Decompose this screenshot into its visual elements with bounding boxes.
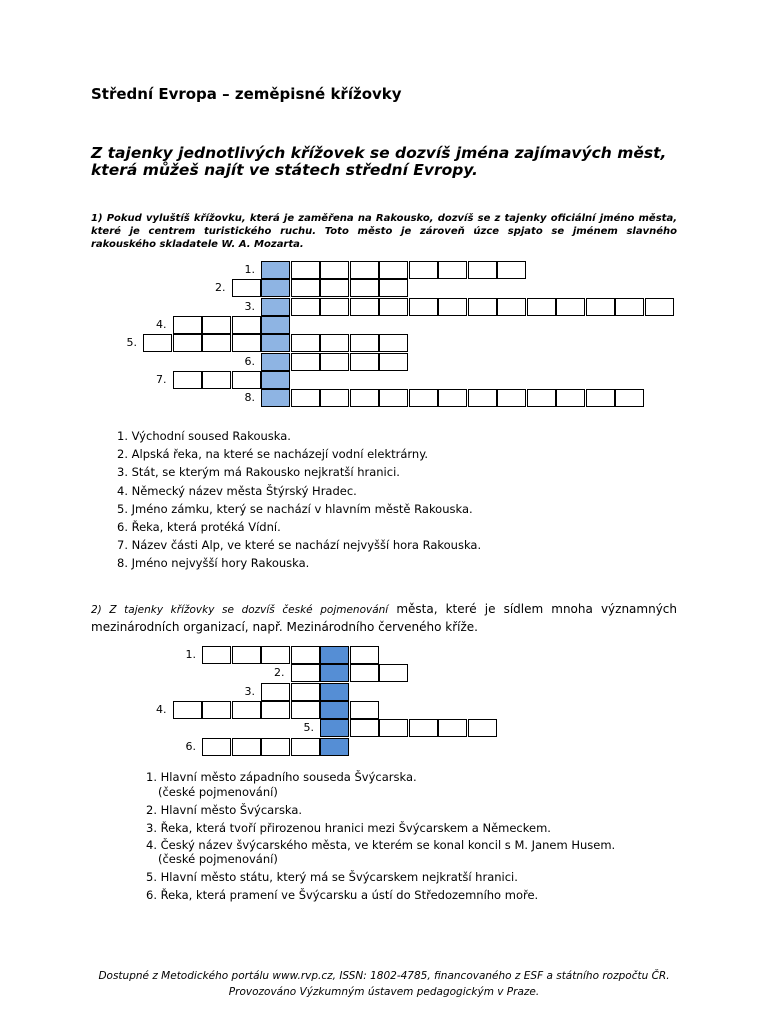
clue-subtext: (české pojmenování) [158, 785, 278, 799]
crossword-cell[interactable] [320, 261, 349, 279]
crossword-cell[interactable] [379, 719, 408, 737]
crossword1-intro: 1) Pokud vyluštíš křížovku, která je zaměřena na Rakousko, dozvíš se z tajenky oficiální jméno města, které je centrem turistického ruchu. Toto město je zároveň úzce spjato se jménem slavného rakouského skladatele W. A. Mozarta. [91, 213, 677, 250]
clue-text: 5. Hlavní město státu, který má se Švýcarskem nejkratší hranici. [146, 870, 518, 884]
crossword-cell[interactable] [586, 389, 615, 407]
crossword-cell[interactable] [645, 298, 674, 316]
clue-text: 3. Řeka, která tvoří přirozenou hranici mezi Švýcarskem a Německem. [146, 821, 551, 835]
row-number: 8. [244, 391, 255, 405]
solution-cell[interactable] [320, 738, 349, 756]
crossword-cell[interactable] [379, 353, 408, 371]
crossword-cell[interactable] [291, 683, 320, 701]
solution-cell[interactable] [320, 719, 349, 737]
crossword-cell[interactable] [409, 719, 438, 737]
crossword-cell[interactable] [291, 353, 320, 371]
crossword-cell[interactable] [291, 279, 320, 297]
solution-cell[interactable] [320, 701, 349, 719]
crossword-cell[interactable] [586, 298, 615, 316]
crossword-cell[interactable] [409, 298, 438, 316]
crossword2-intro [91, 601, 677, 636]
crossword-cell[interactable] [261, 683, 290, 701]
crossword-cell[interactable] [202, 738, 231, 756]
crossword-cell[interactable] [291, 298, 320, 316]
crossword-cell[interactable] [350, 664, 379, 682]
crossword-cell[interactable] [615, 298, 644, 316]
crossword-cell[interactable] [173, 316, 202, 334]
crossword-cell[interactable] [291, 701, 320, 719]
solution-cell[interactable] [261, 316, 290, 334]
crossword-cell[interactable] [527, 389, 556, 407]
row-number: 2. [274, 666, 285, 680]
clue-text: 6. Řeka, která pramení ve Švýcarsku a ústí do Středozemního moře. [146, 888, 539, 902]
crossword-cell[interactable] [468, 261, 497, 279]
crossword-cell[interactable] [291, 389, 320, 407]
row-number: 1. [244, 263, 255, 276]
solution-cell[interactable] [320, 646, 349, 664]
clue: 5. Jméno zámku, který se nachází v hlavním městě Rakouska. [117, 501, 473, 516]
crossword-cell[interactable] [291, 261, 320, 279]
crossword-cell[interactable] [232, 316, 261, 334]
crossword-cell[interactable] [232, 371, 261, 389]
crossword-cell[interactable] [350, 334, 379, 352]
crossword-cell[interactable] [556, 389, 585, 407]
crossword-cell[interactable] [143, 334, 172, 352]
crossword-cell[interactable] [202, 646, 231, 664]
crossword-cell[interactable] [173, 334, 202, 352]
solution-cell[interactable] [261, 279, 290, 297]
crossword-cell[interactable] [291, 738, 320, 756]
crossword-cell[interactable] [527, 298, 556, 316]
footer [60, 968, 708, 1000]
crossword-cell[interactable] [320, 389, 349, 407]
clue: 2. Alpská řeka, na které se nacházejí vodní elektrárny. [117, 447, 429, 462]
crossword-cell[interactable] [291, 646, 320, 664]
crossword-cell[interactable] [320, 334, 349, 352]
solution-cell[interactable] [320, 664, 349, 682]
clue-text: 2. Hlavní město Švýcarska. [146, 803, 303, 817]
crossword-cell[interactable] [468, 389, 497, 407]
clue: 7. Název části Alp, ve které se nachází nejvyšší hora Rakouska. [117, 538, 482, 553]
crossword-cell[interactable] [409, 261, 438, 279]
crossword-cell[interactable] [320, 279, 349, 297]
row-number: 7. [156, 372, 167, 386]
crossword-cell[interactable] [291, 334, 320, 352]
crossword-cell[interactable] [291, 664, 320, 682]
clue-text: 4. Český název švýcarského města, ve kterém se konal koncil s M. Janem Husem. [146, 838, 616, 852]
row-number: 3. [244, 299, 255, 313]
crossword-cell[interactable] [232, 279, 261, 297]
solution-cell[interactable] [320, 683, 349, 701]
crossword-cell[interactable] [202, 371, 231, 389]
row-number: 6. [244, 354, 255, 368]
crossword2-intro-italic: 2) Z tajenky křížovky se dozvíš české pojmenování [91, 604, 389, 616]
solution-cell[interactable] [261, 261, 290, 279]
crossword-cell[interactable] [173, 371, 202, 389]
solution-cell[interactable] [261, 389, 290, 407]
clue [146, 839, 616, 867]
crossword-cell[interactable] [232, 701, 261, 719]
crossword-cell[interactable] [438, 719, 467, 737]
clue-subtext: (české pojmenování) [158, 852, 278, 866]
clue: 1. Východní soused Rakouska. [117, 429, 291, 443]
row-number: 3. [244, 684, 255, 698]
clue [146, 821, 616, 836]
crossword-cell[interactable] [438, 261, 467, 279]
solution-cell[interactable] [261, 334, 290, 352]
clue [146, 888, 616, 903]
clue: 8. Jméno nejvyšší hory Rakouska. [117, 556, 310, 571]
crossword-cell[interactable] [320, 298, 349, 316]
row-number: 1. [185, 648, 196, 661]
page-subtitle: Z tajenky jednotlivých křížovek se dozvíš jména zajímavých měst, která můžeš najít ve státech střední Evropy. [91, 144, 667, 179]
crossword-cell[interactable] [350, 646, 379, 664]
crossword-cell[interactable] [409, 389, 438, 407]
crossword-cell[interactable] [350, 701, 379, 719]
row-number: 5. [303, 721, 314, 735]
crossword-cell[interactable] [350, 389, 379, 407]
crossword-cell[interactable] [615, 389, 644, 407]
clue [146, 803, 616, 818]
crossword-cell[interactable] [350, 279, 379, 297]
page-title: Střední Evropa – zeměpisné křížovky [91, 85, 402, 103]
crossword-cell[interactable] [261, 646, 290, 664]
crossword-cell[interactable] [468, 719, 497, 737]
crossword-cell[interactable] [202, 334, 231, 352]
crossword-cell[interactable] [232, 738, 261, 756]
crossword-cell[interactable] [232, 646, 261, 664]
crossword-cell[interactable] [320, 353, 349, 371]
crossword-cell[interactable] [497, 298, 526, 316]
footer-line: Dostupné z Metodického portálu www.rvp.cz, ISSN: 1802-4785, financovaného z ESF a státního rozpočtu ČR. [98, 970, 670, 982]
row-number: 4. [156, 317, 167, 331]
crossword-cell[interactable] [497, 389, 526, 407]
crossword-cell[interactable] [350, 719, 379, 737]
row-number: 4. [156, 702, 167, 716]
row-number: 2. [215, 281, 226, 295]
crossword-cell[interactable] [438, 389, 467, 407]
solution-cell[interactable] [261, 371, 290, 389]
crossword-cell[interactable] [438, 298, 467, 316]
crossword2-intro-text: města, které je sídlem mnoha významných mezinárodních organizací, např. Mezinárodního červeného kříže. [91, 602, 678, 634]
crossword-cell[interactable] [202, 316, 231, 334]
crossword-cell[interactable] [379, 261, 408, 279]
crossword-cell[interactable] [350, 298, 379, 316]
clue: 6. Řeka, která protéká Vídní. [117, 519, 281, 534]
crossword-cell[interactable] [468, 298, 497, 316]
crossword1-clues [117, 427, 481, 573]
clue [146, 870, 616, 885]
crossword-cell[interactable] [173, 701, 202, 719]
crossword-cell[interactable] [232, 334, 261, 352]
crossword-cell[interactable] [202, 701, 231, 719]
crossword-cell[interactable] [556, 298, 585, 316]
crossword-cell[interactable] [261, 738, 290, 756]
row-number: 6. [185, 739, 196, 753]
crossword-cell[interactable] [350, 353, 379, 371]
solution-cell[interactable] [261, 298, 290, 316]
crossword-cell[interactable] [379, 389, 408, 407]
crossword-cell[interactable] [497, 261, 526, 279]
footer-line: Provozováno Výzkumným ústavem pedagogickým v Praze. [228, 986, 540, 998]
crossword-cell[interactable] [379, 334, 408, 352]
crossword2-clues [146, 770, 616, 906]
crossword-cell[interactable] [379, 298, 408, 316]
crossword-cell[interactable] [379, 279, 408, 297]
clue-text: 1. Hlavní město západního souseda Švýcarska. [146, 770, 417, 784]
clue: 4. Německý název města Štýrský Hradec. [117, 483, 357, 498]
crossword-cell[interactable] [261, 701, 290, 719]
crossword-cell[interactable] [379, 664, 408, 682]
clue: 3. Stát, se kterým má Rakousko nejkratší hranici. [117, 465, 400, 480]
solution-cell[interactable] [261, 353, 290, 371]
crossword-cell[interactable] [350, 261, 379, 279]
clue [146, 770, 616, 800]
row-number: 5. [126, 336, 137, 350]
